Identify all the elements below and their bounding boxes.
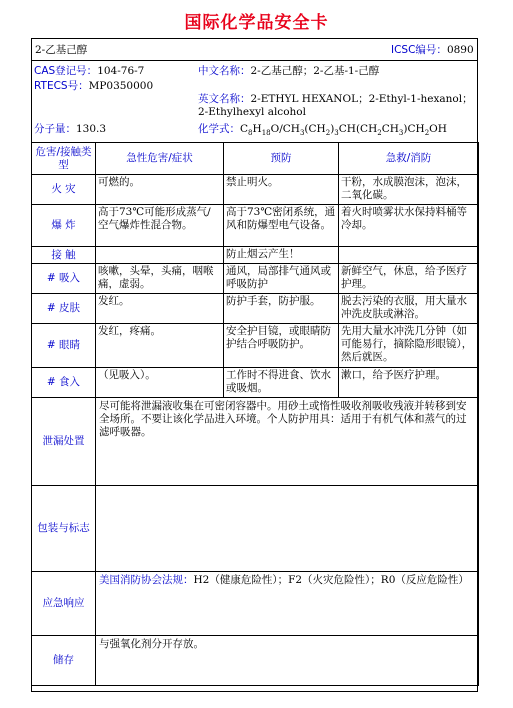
table-row [32,264,479,294]
formula-segment: (CH [304,123,326,135]
table-row [32,247,479,264]
en-name-value-1: 2-ETHYL HEXANOL；2-Ethyl-1-hexanol； [250,93,473,105]
row-symptom: 咳嗽，头晕，头痛，咽喉痛，虚弱。 [96,264,224,294]
row-aid: 先用大量水冲洗几分钟（如可能易行，摘除隐形眼镜），然后就医。 [339,324,479,368]
cn-name-label: 中文名称： [198,65,251,77]
formula-subscript: 18 [261,129,271,138]
col-aid-header: 急救/消防 [339,143,479,175]
formula-value [240,123,447,138]
row-aid: 干粉，水成膜泡沫，泡沫，二氧化碳。 [339,175,479,205]
table-row [32,294,479,324]
formula-subscript: 2 [424,129,430,138]
row-symptom [96,247,224,264]
row-prevent: 禁止明火。 [224,175,339,205]
table-row [32,324,479,368]
row-aid: 着火时喷雾状水保持料桶等冷却。 [339,205,479,247]
packaging-label: 包装与标志 [32,486,96,572]
row-category: 爆 炸 [32,205,96,247]
icsc-number [391,44,474,57]
icsc-label: ICSC编号： [391,44,447,56]
spill-text: 尽可能将泄漏液收集在可密闭容器中。用砂土或惰性吸收剂吸收残液并转移到安全场所。不要让该化学品进入环境。个人防护用具：适用于有机气体和蒸气的过滤呼吸器。 [96,398,479,486]
cn-name-value: 2-乙基己醇；2-乙基-1-己醇 [250,65,380,77]
cas-value: 104-76-7 [97,65,145,77]
emergency-label: 应急响应 [32,572,96,636]
spill-row [32,398,479,486]
row-category: # 食入 [32,368,96,398]
row-aid: 新鲜空气，休息，给予医疗护理。 [339,264,479,294]
packaging-text [96,486,479,572]
row-symptom: 高于73℃可能形成蒸气/空气爆炸性混合物。 [96,205,224,247]
spill-label: 泄漏处置 [32,398,96,486]
row-prevent: 通风，局部排气通风或呼吸防护 [224,264,339,294]
table-row [32,175,479,205]
formula-segment: CH(CH [338,123,378,135]
row-symptom: 可燃的。 [96,175,224,205]
col-prevent-header: 预防 [224,143,339,175]
row-prevent: 高于73℃密闭系统，通风和防爆型电气设备。 [224,205,339,247]
formula-subscript: 3 [299,129,305,138]
row-prevent: 防护手套，防护服。 [224,294,339,324]
page-title: 国际化学品安全卡 [184,13,329,33]
row-category: # 眼睛 [32,324,96,368]
row-prevent: 工作时不得进食、饮水或吸烟。 [224,368,339,398]
storage-row [32,636,479,686]
row-aid: 漱口，给予医疗护理。 [339,368,479,398]
hazard-table [31,142,479,686]
formula-segment: ) [330,123,335,135]
col-symptom-header: 急性危害/症状 [96,143,224,175]
row-prevent: 防止烟云产生！ [224,247,339,264]
cas-number [34,65,144,78]
rtecs-number [34,80,153,93]
packaging-row [32,486,479,572]
col-type-header: 危害/接触类型 [32,143,96,175]
row-symptom: 发红，疼痛。 [96,324,224,368]
row-prevent: 安全护目镜，或眼睛防护结合呼吸防护。 [224,324,339,368]
en-name-value-2: 2-Ethylhexyl alcohol [198,106,306,118]
formula-segment: H [252,123,262,135]
row-category: # 吸入 [32,264,96,294]
formula-subscript: 2 [325,129,331,138]
formula-segment: OH [429,123,447,135]
formula-segment: CH [381,123,399,135]
formula-subscript: 3 [334,129,339,138]
row-symptom: （见吸入）。 [96,368,224,398]
rtecs-label: RTECS号： [34,80,89,92]
cn-name [198,65,379,78]
formula-subscript: 3 [398,129,404,138]
chemical-name: 2-乙基己醇 [35,44,88,56]
table-header-row [32,143,479,175]
cas-label: CAS登记号： [34,65,98,77]
row-aid: 脱去污染的衣服，用大量水冲洗皮肤或淋浴。 [339,294,479,324]
table-row [32,368,479,398]
formula-subscript: 8 [248,129,253,138]
formula-segment: )CH [403,123,425,135]
en-name [198,93,473,106]
storage-text: 与强氧化剂分开存放。 [96,636,479,686]
row-aid [339,247,479,264]
nfpa-label: 美国消防协会法规： [99,574,194,586]
row-symptom: 发红。 [96,294,224,324]
row-category: # 皮肤 [32,294,96,324]
molecular-weight [34,123,106,136]
formula-segment: C [240,123,249,135]
chemical-formula [198,123,447,136]
storage-label: 储存 [32,636,96,686]
nfpa-ratings: H2（健康危险性）；F2（火灾危险性）；R0（反应危险性） [193,574,469,586]
emergency-row [32,572,479,636]
mw-value: 130.3 [76,123,107,135]
formula-subscript: 2 [377,129,382,138]
icsc-value: 0890 [446,44,474,56]
formula-label: 化学式： [198,123,240,135]
emergency-text [96,572,479,636]
en-name-label: 英文名称： [198,93,251,105]
mw-label: 分子量： [34,123,76,135]
row-category: 火 灾 [32,175,96,205]
formula-segment: O/CH [270,123,300,135]
row-category: 接 触 [32,247,96,264]
table-row [32,205,479,247]
header-divider-1 [31,60,478,61]
rtecs-value: MP0350000 [88,80,154,92]
